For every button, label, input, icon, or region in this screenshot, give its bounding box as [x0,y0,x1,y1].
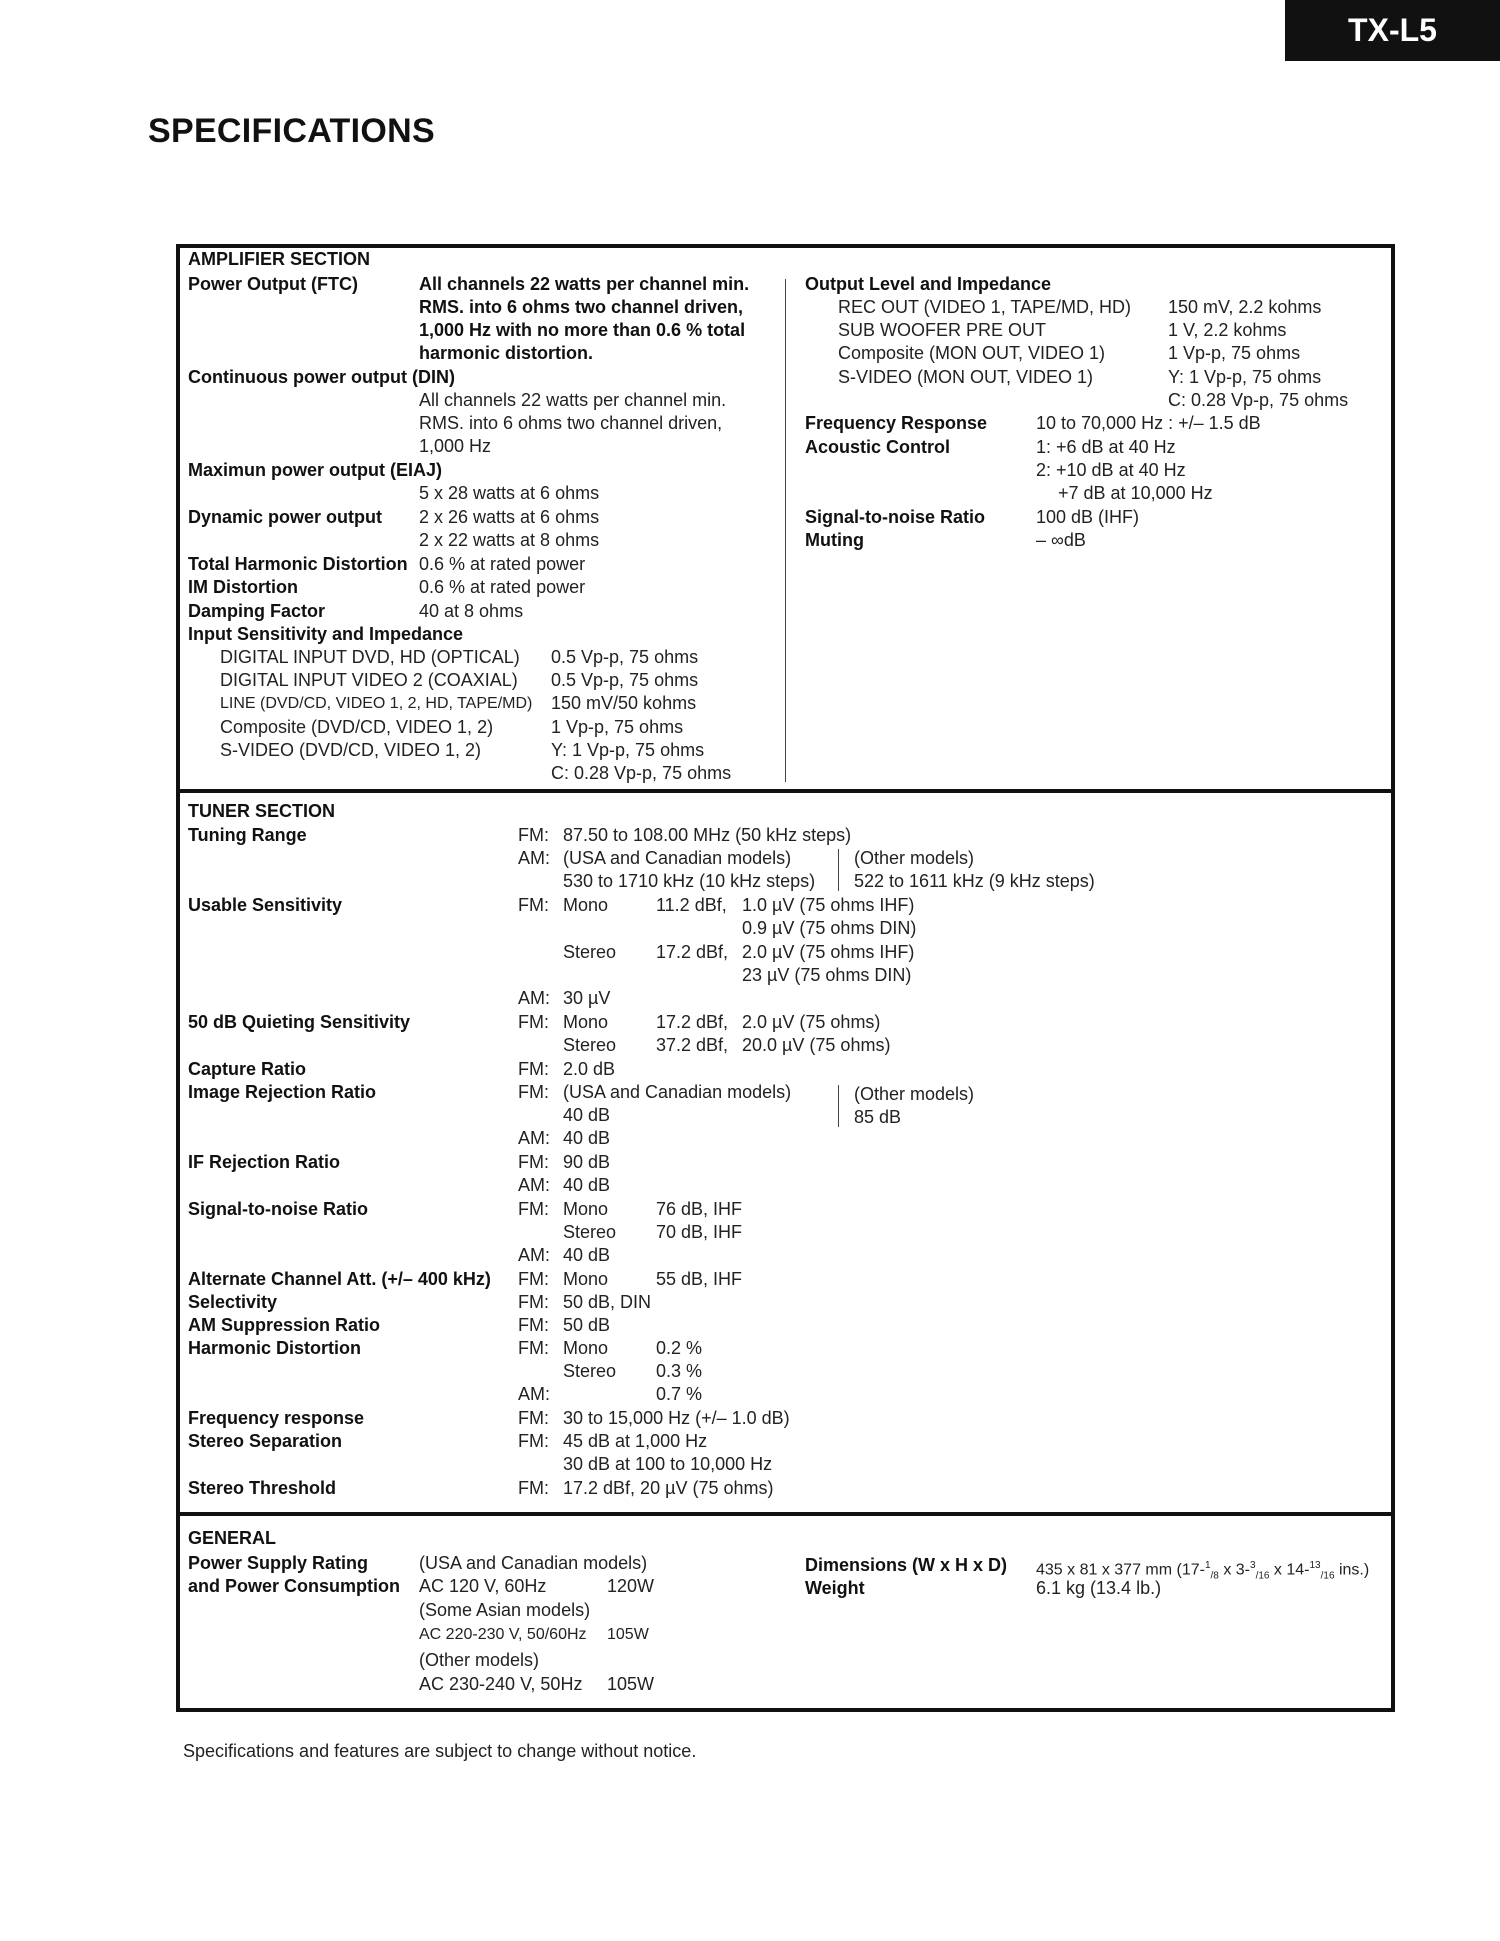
input-row-value: 0.5 Vp-p, 75 ohms [551,647,699,667]
tuner-snr-label: Signal-to-noise Ratio [188,1199,368,1219]
power-supply-label: and Power Consumption [188,1576,401,1596]
dimensions-text: 435 x 81 x 377 mm (17- [1036,1561,1205,1579]
output-row-value: Y: 1 Vp-p, 75 ohms [1168,367,1322,387]
alternate-channel-label: Alternate Channel Att. (+/– 400 kHz) [188,1269,491,1289]
output-row-name: SUB WOOFER PRE OUT [838,320,1047,340]
acoustic-control-value: 2: +10 dB at 40 Hz [1036,460,1186,480]
usable-sensitivity-value: 17.2 dBf, [656,942,729,962]
power-consumption: 105W [607,1626,649,1643]
eiaj-power-label: Maximun power output (EIAJ) [188,460,442,480]
power-output-ftc-value: All channels 22 watts per channel min. [419,274,750,294]
mode-tag: Stereo [563,1361,617,1381]
input-row-value: C: 0.28 Vp-p, 75 ohms [551,763,732,783]
input-row-name: DIGITAL INPUT VIDEO 2 (COAXIAL) [220,670,518,690]
quieting-sensitivity-value: 37.2 dBf, [656,1035,729,1055]
tuning-range-value: (USA and Canadian models) [563,848,792,868]
input-row-value: 0.5 Vp-p, 75 ohms [551,670,699,690]
input-row-name: LINE (DVD/CD, VIDEO 1, 2, HD, TAPE/MD) [220,695,533,712]
model-name: TX-L5 [1348,12,1437,48]
power-supply-label: Power Supply Rating [188,1553,369,1573]
output-row-value: 1 Vp-p, 75 ohms [1168,343,1301,363]
input-row-value: 150 mV/50 kohms [551,693,697,713]
image-rejection-value: 40 dB [563,1128,611,1148]
tuner-snr-value: 76 dB, IHF [656,1199,743,1219]
band-tag: AM: [518,1384,551,1404]
mode-tag: Mono [563,1338,609,1358]
dimensions-text: x 3- [1218,1561,1250,1579]
din-power-value: All channels 22 watts per channel min. [419,390,727,410]
image-rejection-value: 40 dB [563,1105,611,1125]
band-tag: AM: [518,1128,551,1148]
input-row-name: DIGITAL INPUT DVD, HD (OPTICAL) [220,647,520,667]
usable-sensitivity-value: 30 µV [563,988,611,1008]
thd-value: 0.6 % at rated power [419,554,586,574]
im-distortion-label: IM Distortion [188,577,298,597]
mode-tag: Stereo [563,1035,617,1055]
band-tag: FM: [518,825,549,845]
image-rejection-value: (USA and Canadian models) [563,1082,792,1102]
band-tag: FM: [518,1292,549,1312]
usable-sensitivity-label: Usable Sensitivity [188,895,343,915]
section-divider [176,789,1395,793]
din-power-value: RMS. into 6 ohms two channel driven, [419,413,723,433]
usable-sensitivity-value: 1.0 µV (75 ohms IHF) [742,895,915,915]
amp-snr-label: Signal-to-noise Ratio [805,507,985,527]
page-title: SPECIFICATIONS [148,112,435,150]
dynamic-power-value: 2 x 26 watts at 6 ohms [419,507,600,527]
harmonic-distortion-value: 0.7 % [656,1384,703,1404]
tuner-frequency-response-value: 30 to 15,000 Hz (+/– 1.0 dB) [563,1408,790,1428]
mode-tag: Stereo [563,942,617,962]
dynamic-power-label: Dynamic power output [188,507,383,527]
band-tag: FM: [518,1059,549,1079]
mode-tag: Mono [563,1269,609,1289]
power-output-ftc-value: harmonic distortion. [419,343,594,363]
band-tag: FM: [518,1315,549,1335]
harmonic-distortion-label: Harmonic Distortion [188,1338,362,1358]
image-rejection-value: (Other models) [854,1084,975,1104]
band-tag: AM: [518,988,551,1008]
thd-label: Total Harmonic Distortion [188,554,408,574]
din-power-value: 1,000 Hz [419,436,492,456]
tuning-range-value: 530 to 1710 kHz (10 kHz steps) [563,871,816,891]
column-divider [838,849,839,891]
dimensions-text: ins.) [1334,1561,1370,1579]
im-distortion-value: 0.6 % at rated power [419,577,586,597]
dimensions-label: Dimensions (W x H x D) [805,1555,1008,1575]
output-row-value: 1 V, 2.2 kohms [1168,320,1287,340]
dynamic-power-value: 2 x 22 watts at 8 ohms [419,530,600,550]
fraction-numerator: 3 [1250,1560,1256,1571]
input-row-name: Composite (DVD/CD, VIDEO 1, 2) [220,717,494,737]
footer-note: Specifications and features are subject to change without notice. [183,1741,697,1761]
power-output-ftc-value: RMS. into 6 ohms two channel driven, [419,297,744,317]
band-tag: FM: [518,1478,549,1498]
if-rejection-label: IF Rejection Ratio [188,1152,341,1172]
band-tag: FM: [518,1338,549,1358]
band-tag: FM: [518,1431,549,1451]
tuner-snr-value: 40 dB [563,1245,611,1265]
mode-tag: Mono [563,895,609,915]
damping-factor-value: 40 at 8 ohms [419,601,524,621]
muting-label: Muting [805,530,864,550]
fraction-denominator: /16 [1255,1570,1270,1582]
power-supply-voltage: AC 230-240 V, 50Hz [419,1674,583,1694]
power-supply-region: (USA and Canadian models) [419,1553,648,1573]
output-row-name: REC OUT (VIDEO 1, TAPE/MD, HD) [838,297,1132,317]
am-suppression-value: 50 dB [563,1315,611,1335]
quieting-sensitivity-value: 20.0 µV (75 ohms) [742,1035,891,1055]
muting-value: – ∞dB [1036,530,1086,550]
model-tab [1285,0,1500,61]
mode-tag: Mono [563,1199,609,1219]
eiaj-power-value: 5 x 28 watts at 6 ohms [419,483,600,503]
tuning-range-label: Tuning Range [188,825,307,845]
power-consumption: 105W [607,1674,655,1694]
stereo-separation-value: 45 dB at 1,000 Hz [563,1431,708,1451]
harmonic-distortion-value: 0.2 % [656,1338,703,1358]
stereo-separation-label: Stereo Separation [188,1431,343,1451]
usable-sensitivity-value: 23 µV (75 ohms DIN) [742,965,912,985]
acoustic-control-value: 1: +6 dB at 40 Hz [1036,437,1176,457]
power-output-ftc-label: Power Output (FTC) [188,274,358,294]
band-tag: FM: [518,1082,549,1102]
alternate-channel-value: 55 dB, IHF [656,1269,743,1289]
image-rejection-value: 85 dB [854,1107,902,1127]
if-rejection-value: 40 dB [563,1175,611,1195]
din-power-label: Continuous power output (DIN) [188,367,455,387]
usable-sensitivity-value: 11.2 dBf, [656,895,727,915]
band-tag: FM: [518,1199,549,1219]
amplifier-heading: AMPLIFIER SECTION [188,249,371,269]
capture-ratio-value: 2.0 dB [563,1059,616,1079]
fraction-denominator: /8 [1210,1570,1219,1582]
image-rejection-label: Image Rejection Ratio [188,1082,377,1102]
damping-factor-label: Damping Factor [188,601,326,621]
frequency-response-label: Frequency Response [805,413,988,433]
stereo-threshold-label: Stereo Threshold [188,1478,337,1498]
tuner-frequency-response-label: Frequency response [188,1408,365,1428]
quieting-sensitivity-label: 50 dB Quieting Sensitivity [188,1012,411,1032]
tuning-range-value: 87.50 to 108.00 MHz (50 kHz steps) [563,825,852,845]
am-suppression-label: AM Suppression Ratio [188,1315,381,1335]
band-tag: FM: [518,1012,549,1032]
selectivity-label: Selectivity [188,1292,278,1312]
dimensions-text: x 14- [1269,1561,1310,1579]
weight-value: 6.1 kg (13.4 lb.) [1036,1578,1162,1598]
quieting-sensitivity-value: 17.2 dBf, [656,1012,729,1032]
power-supply-voltage: AC 120 V, 60Hz [419,1576,547,1596]
input-sensitivity-label: Input Sensitivity and Impedance [188,624,464,644]
output-row-value: C: 0.28 Vp-p, 75 ohms [1168,390,1349,410]
input-row-value: 1 Vp-p, 75 ohms [551,717,684,737]
band-tag: AM: [518,848,551,868]
input-row-name: S-VIDEO (DVD/CD, VIDEO 1, 2) [220,740,482,760]
general-heading: GENERAL [188,1528,277,1548]
selectivity-value: 50 dB, DIN [563,1292,652,1312]
stereo-threshold-value: 17.2 dBf, 20 µV (75 ohms) [563,1478,774,1498]
mode-tag: Mono [563,1012,609,1032]
band-tag: FM: [518,1269,549,1289]
column-divider [785,279,786,782]
section-divider [176,1512,1395,1516]
weight-label: Weight [805,1578,865,1598]
tuning-range-value: (Other models) [854,848,975,868]
acoustic-control-value: +7 dB at 10,000 Hz [1058,483,1213,503]
usable-sensitivity-value: 0.9 µV (75 ohms DIN) [742,918,917,938]
output-level-label: Output Level and Impedance [805,274,1052,294]
band-tag: AM: [518,1245,551,1265]
harmonic-distortion-value: 0.3 % [656,1361,703,1381]
output-row-name: S-VIDEO (MON OUT, VIDEO 1) [838,367,1094,387]
column-divider [838,1085,839,1127]
fraction-numerator: 1 [1204,1560,1211,1571]
band-tag: AM: [518,1175,551,1195]
mode-tag: Stereo [563,1222,617,1242]
band-tag: FM: [518,1152,549,1172]
amp-snr-value: 100 dB (IHF) [1036,507,1140,527]
band-tag: FM: [518,1408,549,1428]
usable-sensitivity-value: 2.0 µV (75 ohms IHF) [742,942,915,962]
tuner-heading: TUNER SECTION [188,801,336,821]
band-tag: FM: [518,895,549,915]
capture-ratio-label: Capture Ratio [188,1059,307,1079]
stereo-separation-value: 30 dB at 100 to 10,000 Hz [563,1454,773,1474]
power-supply-voltage: AC 220-230 V, 50/60Hz [419,1626,587,1643]
power-supply-region: (Other models) [419,1650,540,1670]
tuner-snr-value: 70 dB, IHF [656,1222,743,1242]
frequency-response-value: 10 to 70,000 Hz : +/– 1.5 dB [1036,413,1261,433]
if-rejection-value: 90 dB [563,1152,611,1172]
power-supply-region: (Some Asian models) [419,1600,591,1620]
power-output-ftc-value: 1,000 Hz with no more than 0.6 % total [419,320,746,340]
input-row-value: Y: 1 Vp-p, 75 ohms [551,740,705,760]
fraction-denominator: /16 [1320,1570,1335,1582]
output-row-name: Composite (MON OUT, VIDEO 1) [838,343,1106,363]
tuning-range-value: 522 to 1611 kHz (9 kHz steps) [854,871,1095,891]
output-row-value: 150 mV, 2.2 kohms [1168,297,1322,317]
acoustic-control-label: Acoustic Control [805,437,951,457]
fraction-numerator: 13 [1309,1560,1321,1571]
power-consumption: 120W [607,1576,655,1596]
quieting-sensitivity-value: 2.0 µV (75 ohms) [742,1012,881,1032]
